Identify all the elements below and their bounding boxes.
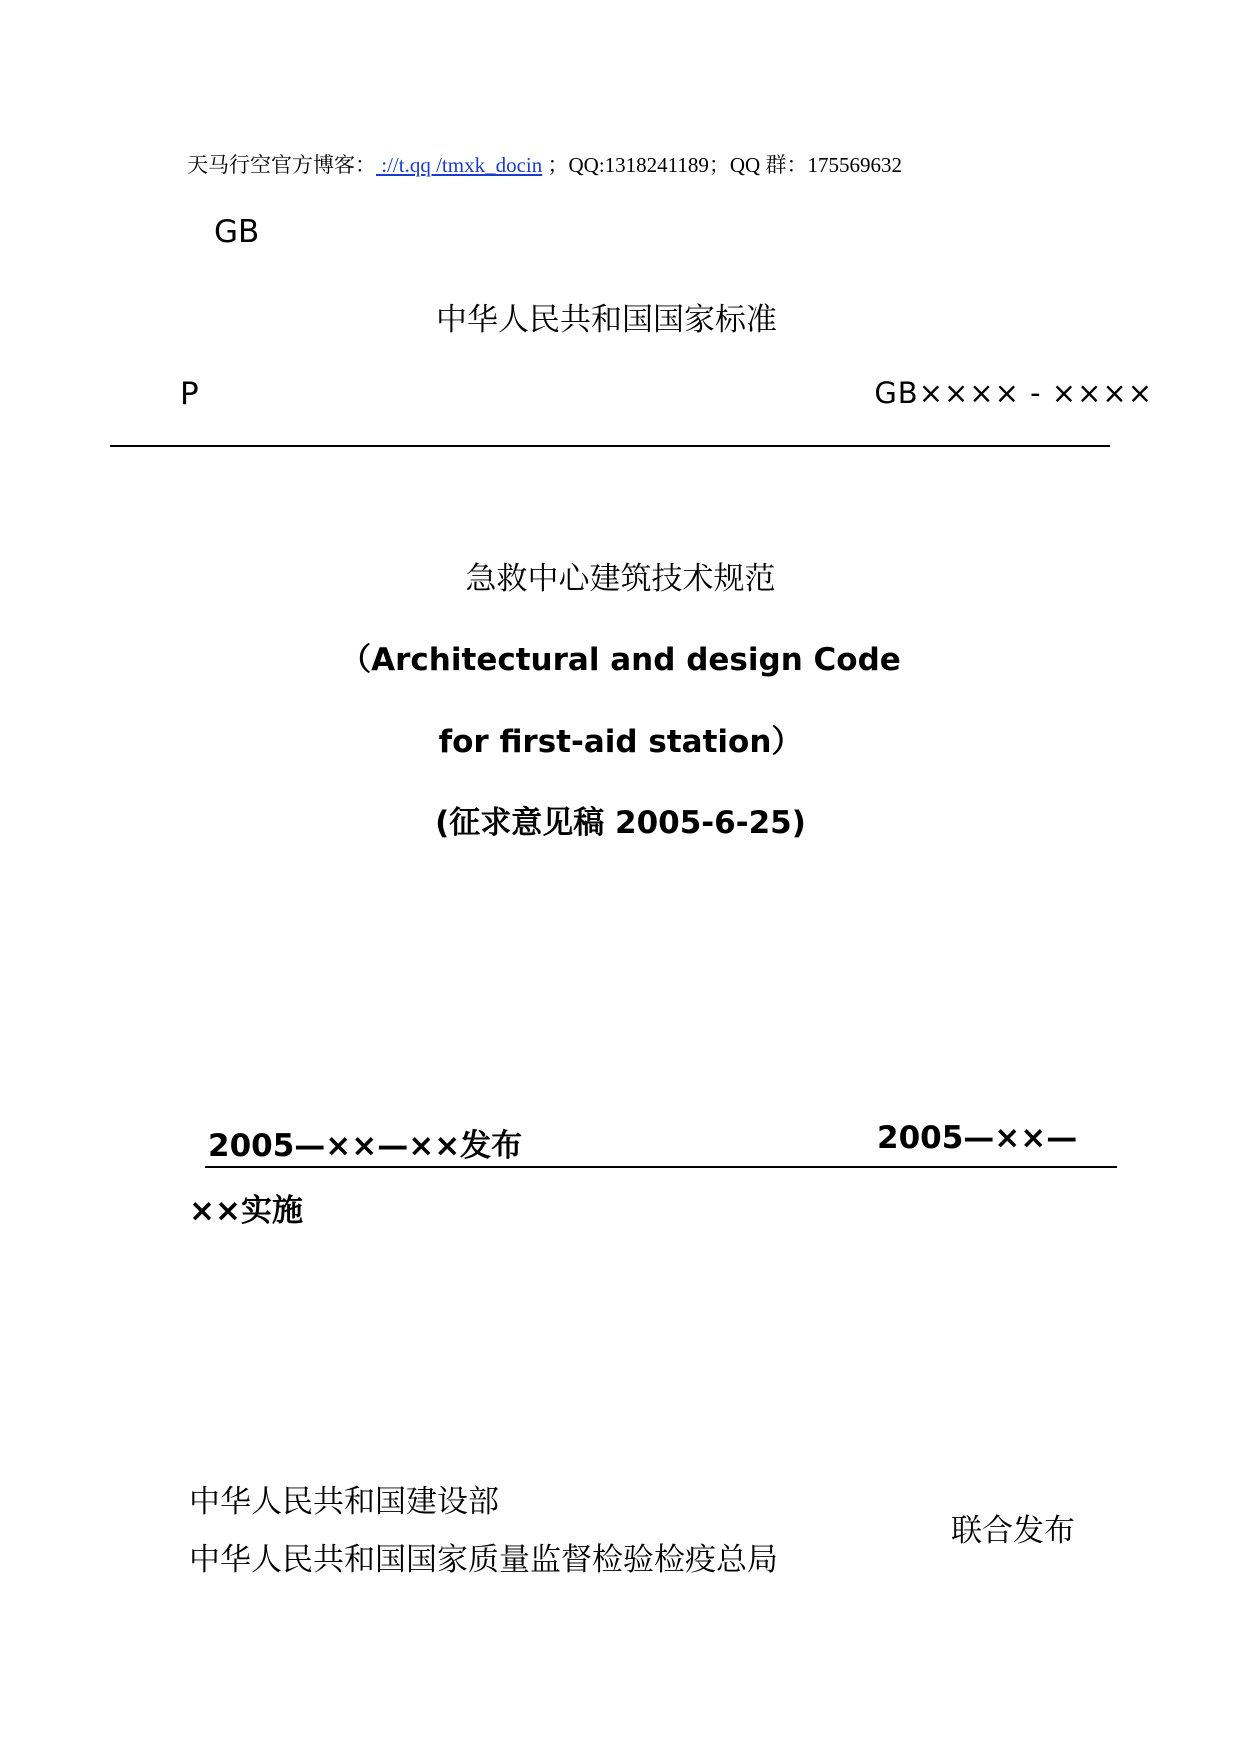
joint-issue-label: 联合发布 bbox=[951, 1513, 1075, 1549]
english-title-line-1: （Architectural and design Code bbox=[340, 642, 901, 678]
standard-number: GB×××× - ×××× bbox=[874, 376, 1153, 410]
national-standard-title: 中华人民共和国国家标准 bbox=[436, 302, 777, 338]
effective-date-end: ××实施 bbox=[189, 1193, 303, 1229]
gb-mark: GB bbox=[214, 214, 260, 250]
english-title-line-2: for first-aid station） bbox=[438, 724, 803, 760]
header-line bbox=[187, 152, 902, 178]
issuer-aqsiq: 中华人民共和国国家质量监督检验检疫总局 bbox=[189, 1542, 778, 1578]
header-prefix: 天马行空官方博客： bbox=[187, 153, 376, 177]
document-title: 急救中心建筑技术规范 bbox=[465, 561, 776, 597]
date-divider bbox=[205, 1166, 1117, 1168]
draft-note: (征求意见稿 2005-6-25) bbox=[435, 805, 806, 841]
blog-link[interactable]: ://t.qq /tmxk_docin bbox=[376, 153, 543, 177]
top-divider bbox=[110, 445, 1110, 447]
issuer-ministry-construction: 中华人民共和国建设部 bbox=[189, 1484, 499, 1520]
publish-date: 2005—××—××发布 bbox=[208, 1128, 523, 1164]
header-suffix: ；QQ:1318241189；QQ 群：175569632 bbox=[542, 153, 902, 177]
effective-date-start: 2005—××— bbox=[877, 1120, 1078, 1156]
p-mark: P bbox=[180, 376, 199, 412]
